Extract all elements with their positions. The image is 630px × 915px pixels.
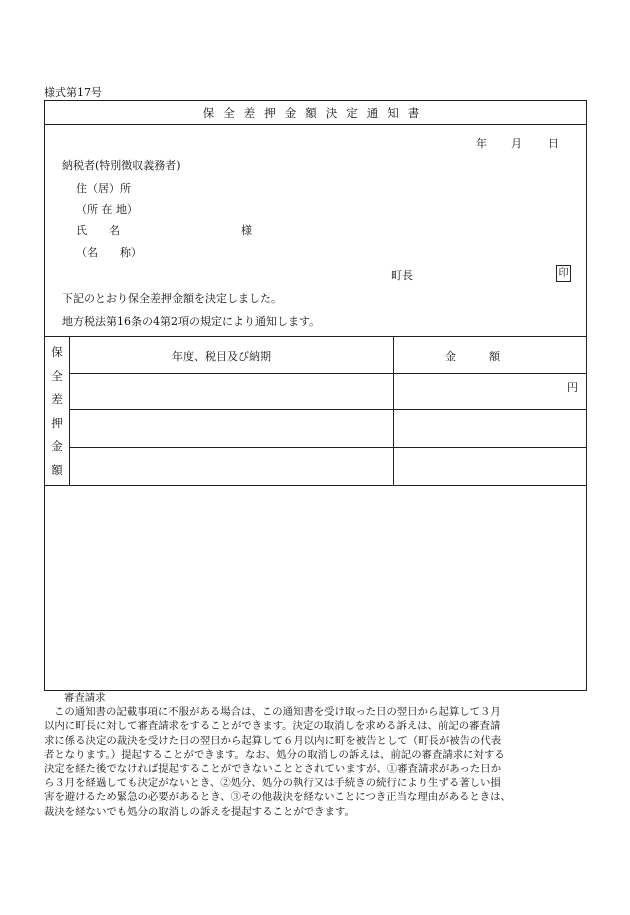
issuer-title: 町長 [391, 269, 413, 282]
date-day-label: 日 [548, 137, 559, 150]
notice-title: 保全差押金額決定通知書 [45, 101, 586, 125]
notes-body: この通知書の記載事項に不服がある場合は、この通知書を受け取った日の翌日から起算して３月 以内に町長に対して審査請求をすることができます。決定の取消しを求める訴えは、前記の審査請 求に係る決定の裁決を受けた日の翌日から起算して６月以内に町を被告として（町長が被告の代表 者となります。）提起することができます。なお、処分の取消しの訴えは、前記の審査請求に対する 決定を経た後でなければ提起することができないこととされていますが、①審査請求があった日か ら３月を経過しても決定がないとき、②処分、処分の執行又は手続きの続行により生ずる著しい損 害を避けるため緊急の必要があるとき、③その他裁決を経ないことにつき正当な理由があるときは、 裁決を経ないでも処分の取消しの訴えを提起することができます。 [44, 706, 511, 818]
address-label: 住（居）所 [76, 182, 131, 195]
period-cell-2[interactable] [70, 410, 392, 446]
amount-cell-2[interactable] [394, 410, 585, 446]
date-month-label: 月 [511, 137, 522, 150]
appeal-notes [44, 691, 587, 819]
date-year-label: 年 [476, 137, 487, 150]
honorific-sama: 様 [241, 224, 252, 237]
amount-cell-3[interactable] [394, 448, 585, 484]
header-period: 年度、税目及び納期 [172, 350, 271, 363]
amount-table [45, 336, 586, 486]
remarks-area[interactable] [45, 487, 586, 690]
form-number: 様式第17号 [44, 86, 102, 99]
period-cell-1[interactable] [70, 374, 392, 408]
amount-cell-1[interactable] [394, 374, 585, 408]
taxpayer-label: 納税者(特別徴収義務者) [62, 159, 181, 172]
corp-name-label: （名 称） [76, 246, 142, 259]
seal-mark: 印 [556, 265, 571, 282]
notes-heading: 審査請求 [64, 692, 106, 704]
header-amount: 金 額 [445, 350, 500, 363]
name-label: 氏 名 [76, 224, 120, 237]
location-label: （所 在 地） [76, 203, 138, 216]
yen-unit: 円 [567, 381, 578, 394]
statement-decision: 下記のとおり保全差押金額を決定しました。 [62, 292, 282, 305]
period-cell-3[interactable] [70, 448, 392, 484]
table-side-label: 保 全 差 押 金 額 [51, 345, 63, 477]
notice-frame [44, 100, 587, 691]
statement-legal-basis: 地方税法第16条の4第2項の規定により通知します。 [62, 315, 321, 328]
